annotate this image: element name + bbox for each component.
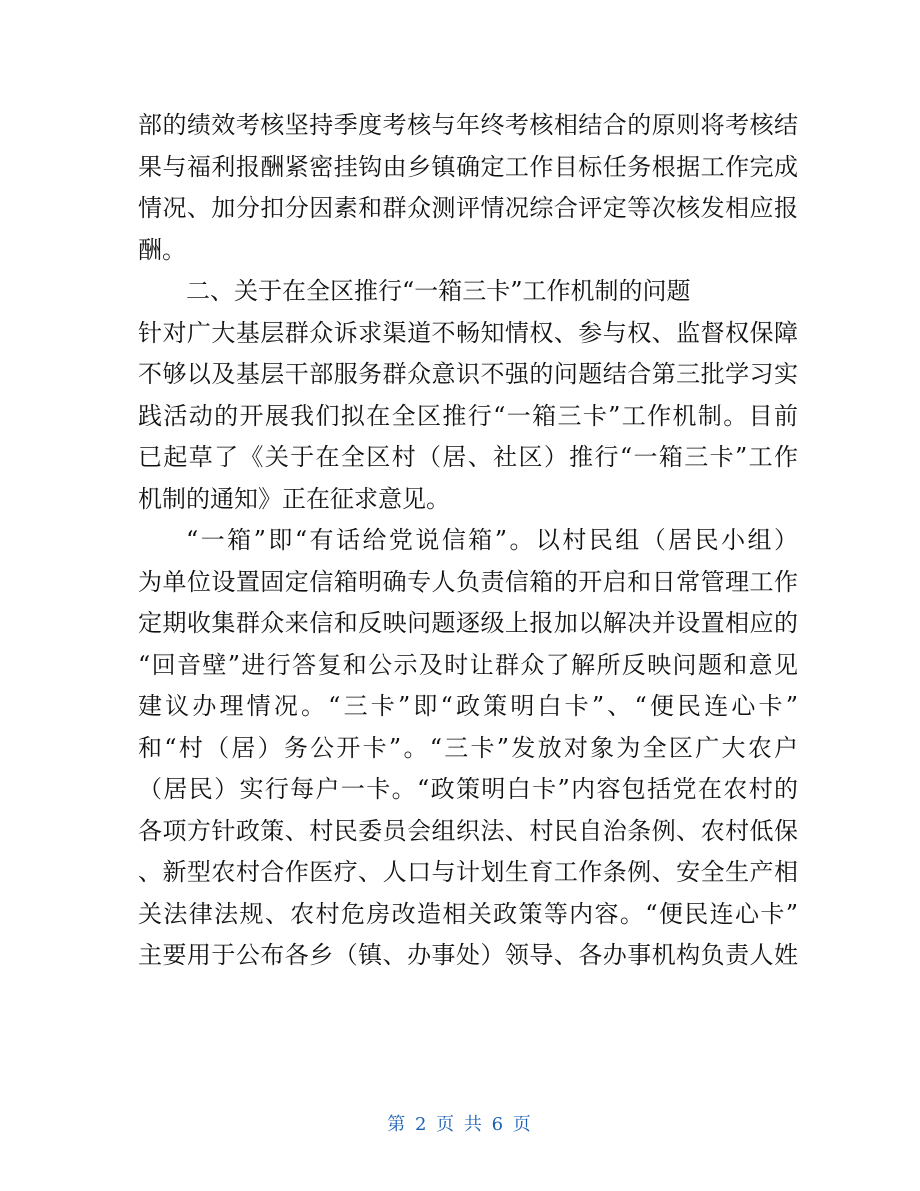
document-body xyxy=(138,105,798,977)
text-line: 关法律法规、农村危房改造相关政策等内容。“便民连心卡” xyxy=(138,899,798,928)
text-line: 定期收集群众来信和反映问题逐级上报加以解决并设置相应的 xyxy=(138,609,798,637)
text-line: “回音壁”进行答复和公示及时让群众了解所反映问题和意见 xyxy=(138,650,798,679)
text-line: 情况、加分扣分因素和群众测评情况综合评定等次核发相应报 xyxy=(138,194,798,222)
text-line: 已起草了《关于在全区村（居、社区）推行“一箱三卡”工作 xyxy=(138,443,798,471)
text-line: 不够以及基层干部服务群众意识不强的问题结合第三批学习实 xyxy=(138,360,798,388)
text-line: 各项方针政策、村民委员会组织法、村民自治条例、农村低保 xyxy=(138,816,798,845)
text-line: 酬。 xyxy=(138,235,186,264)
text-line: 主要用于公布各乡（镇、办事处）领导、各办事机构负责人姓 xyxy=(138,941,798,969)
text-line: 针对广大基层群众诉求渠道不畅知情权、参与权、监督权保障 xyxy=(138,318,798,347)
text-line: 、新型农村合作医疗、人口与计划生育工作条例、安全生产相 xyxy=(138,858,798,886)
text-line: 践活动的开展我们拟在全区推行“一箱三卡”工作机制。目前 xyxy=(138,401,798,430)
text-line: 果与福利报酬紧密挂钩由乡镇确定工作目标任务根据工作完成 xyxy=(138,152,798,181)
text-line: 机制的通知》正在征求意见。 xyxy=(138,484,450,513)
text-line: 为单位设置固定信箱明确专人负责信箱的开启和日常管理工作 xyxy=(138,567,798,596)
text-line: 建议办理情况。“三卡”即“政策明白卡”、“便民连心卡” xyxy=(138,692,798,720)
page-number-footer: 第 2 页 共 6 页 xyxy=(387,1114,533,1135)
text-line: （居民）实行每户一卡。“政策明白卡”内容包括党在农村的 xyxy=(138,775,798,803)
text-line: 部的绩效考核坚持季度考核与年终考核相结合的原则将考核结 xyxy=(138,111,798,139)
section-heading: 二、关于在全区推行“一箱三卡”工作机制的问题 xyxy=(186,277,691,305)
text-line: “一箱”即“有话给党说信箱”。以村民组（居民小组） xyxy=(186,526,798,554)
text-line: 和“村（居）务公开卡”。“三卡”发放对象为全区广大农户 xyxy=(138,733,798,762)
